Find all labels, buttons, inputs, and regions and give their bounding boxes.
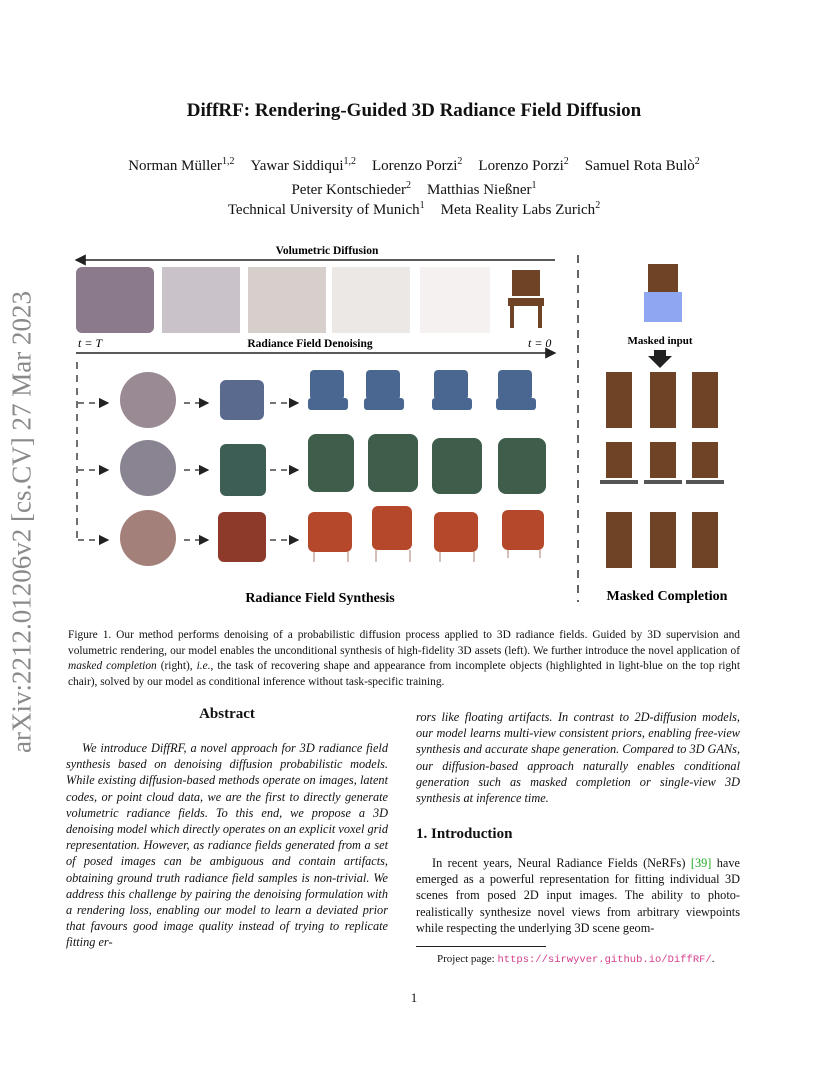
author-name: Peter Kontschieder$^2$: [291, 180, 411, 198]
author-name: Norman Müller$^{1,2}$: [128, 156, 235, 174]
footnote: [437, 953, 714, 966]
intro-heading: 1. Introduction: [416, 826, 513, 842]
synthesis-row-blue: [78, 370, 536, 428]
author-name: Meta Reality Labs Zurich$^2$: [440, 200, 601, 218]
page-number: 1: [410, 990, 418, 1005]
teaser-figure: [70, 240, 750, 612]
clean-chair: [508, 270, 544, 328]
diffusion-row: [76, 267, 544, 333]
arxiv-identifier: arXiv:2212.01206v2 [cs.CV] 27 Mar 2023: [6, 291, 37, 753]
project-page-link[interactable]: https://sirwyver.github.io/DiffRF/: [497, 954, 712, 966]
affiliations: [0, 200, 828, 219]
arxiv-sidebar: [0, 282, 48, 762]
figure-caption: Figure 1. Our method performs denoising of a probabilistic diffusion process applied to 3D radiance fields. Guided by 3D supervision and volumetric rendering, our model enables the unconditional synthesis of high-fidelity 3D assets (left). We further introduce the novel application of masked completion (right), i.e., the task of recovering shape and appearance from incomplete objects (highlighted in light-blue on the top right chair), solved by our model as conditional inference without task-specific training.: [68, 629, 740, 688]
noise-volume-3: [248, 267, 326, 333]
masked-input-chair: [644, 264, 682, 322]
masked-input-label: Masked input: [627, 335, 693, 347]
noise-volume-5: [420, 267, 490, 333]
author-name: Yawar Siddiqui$^{1,2}$: [250, 156, 357, 174]
down-arrow-icon: [648, 350, 672, 368]
abstract-text-continued: rors like floating artifacts. In contrast to 2D-diffusion models, our model learns multi-view consistent priors, enabling free-view synthesis and accurate shape generation. Compared to 3D GANs, our diffusion-based approach naturally enables conditional generation such as masked completion or single-view 3D synthesis at inference time.: [416, 710, 741, 806]
footnote-label: Project page:: [437, 953, 498, 965]
denoising-label: Radiance Field Denoising: [247, 338, 373, 350]
authors-line-2: [0, 176, 828, 200]
intro-text-continued: have emerged as a powerful representation for fitting individual 3D scenes from posed 2D input images. The ability to photo-realistically synthesize novel views from arbitrary viewpoints while respecting the underlying 3D scene geom-: [416, 856, 740, 935]
authors-line-1: [0, 152, 828, 176]
partial-chair: [220, 380, 264, 420]
t-end-label: t = 0: [528, 336, 552, 350]
abstract-heading: Abstract: [199, 706, 255, 722]
noise-volume-4: [332, 267, 410, 333]
t-start-label: t = T: [78, 336, 103, 350]
completion-label: Masked Completion: [606, 589, 728, 604]
paper-title: DiffRF: Rendering-Guided 3D Radiance Field Diffusion: [186, 100, 642, 121]
synthesis-row-green: [78, 434, 546, 496]
volumetric-diffusion-label: Volumetric Diffusion: [275, 245, 379, 257]
footnote-end: .: [711, 953, 715, 965]
noise-volume-2: [162, 267, 240, 333]
author-name: Technical University of Munich$^1$: [227, 200, 425, 218]
intro-paragraph: [416, 855, 740, 936]
noisy-blob: [120, 372, 176, 428]
synthesis-row-red: [78, 506, 544, 566]
footnote-rule: [416, 946, 546, 947]
intro-text: In recent years, Neural Radiance Fields (NeRFs): [432, 856, 691, 870]
citation-link[interactable]: [39]: [690, 856, 712, 870]
author-name: Lorenzo Porzi$^2$: [372, 156, 463, 174]
author-name: Samuel Rota Bulò$^2$: [584, 156, 700, 174]
author-name: Matthias Nießner$^1$: [426, 180, 537, 198]
completion-grid: [606, 372, 718, 568]
author-name: Lorenzo Porzi$^2$: [478, 156, 569, 174]
office-chair-bases: [600, 480, 724, 484]
abstract-text: We introduce DiffRF, a novel approach for 3D radiance field synthesis based on denoising diffusion probabilistic models. While existing diffusion-based methods operate on images, latent codes, or point cloud data, we are the first to directly generate volumetric radiance fields. To this end, we propose a 3D denoising model which directly operates on an explicit voxel grid representation. However, as radiance fields generated from a set of posed images can be ambiguous and contain artifacts, obtaining ground truth radiance field samples is non-trivial. We address this challenge by pairing the denoising formulation with a rendering loss, enabling our model to learn a deviated prior that favours good image quality instead of trying to replicate fitting er-: [66, 741, 388, 950]
author-list: [0, 152, 828, 200]
noise-volume-1: [76, 267, 154, 333]
synthesis-label: Radiance Field Synthesis: [245, 591, 395, 606]
